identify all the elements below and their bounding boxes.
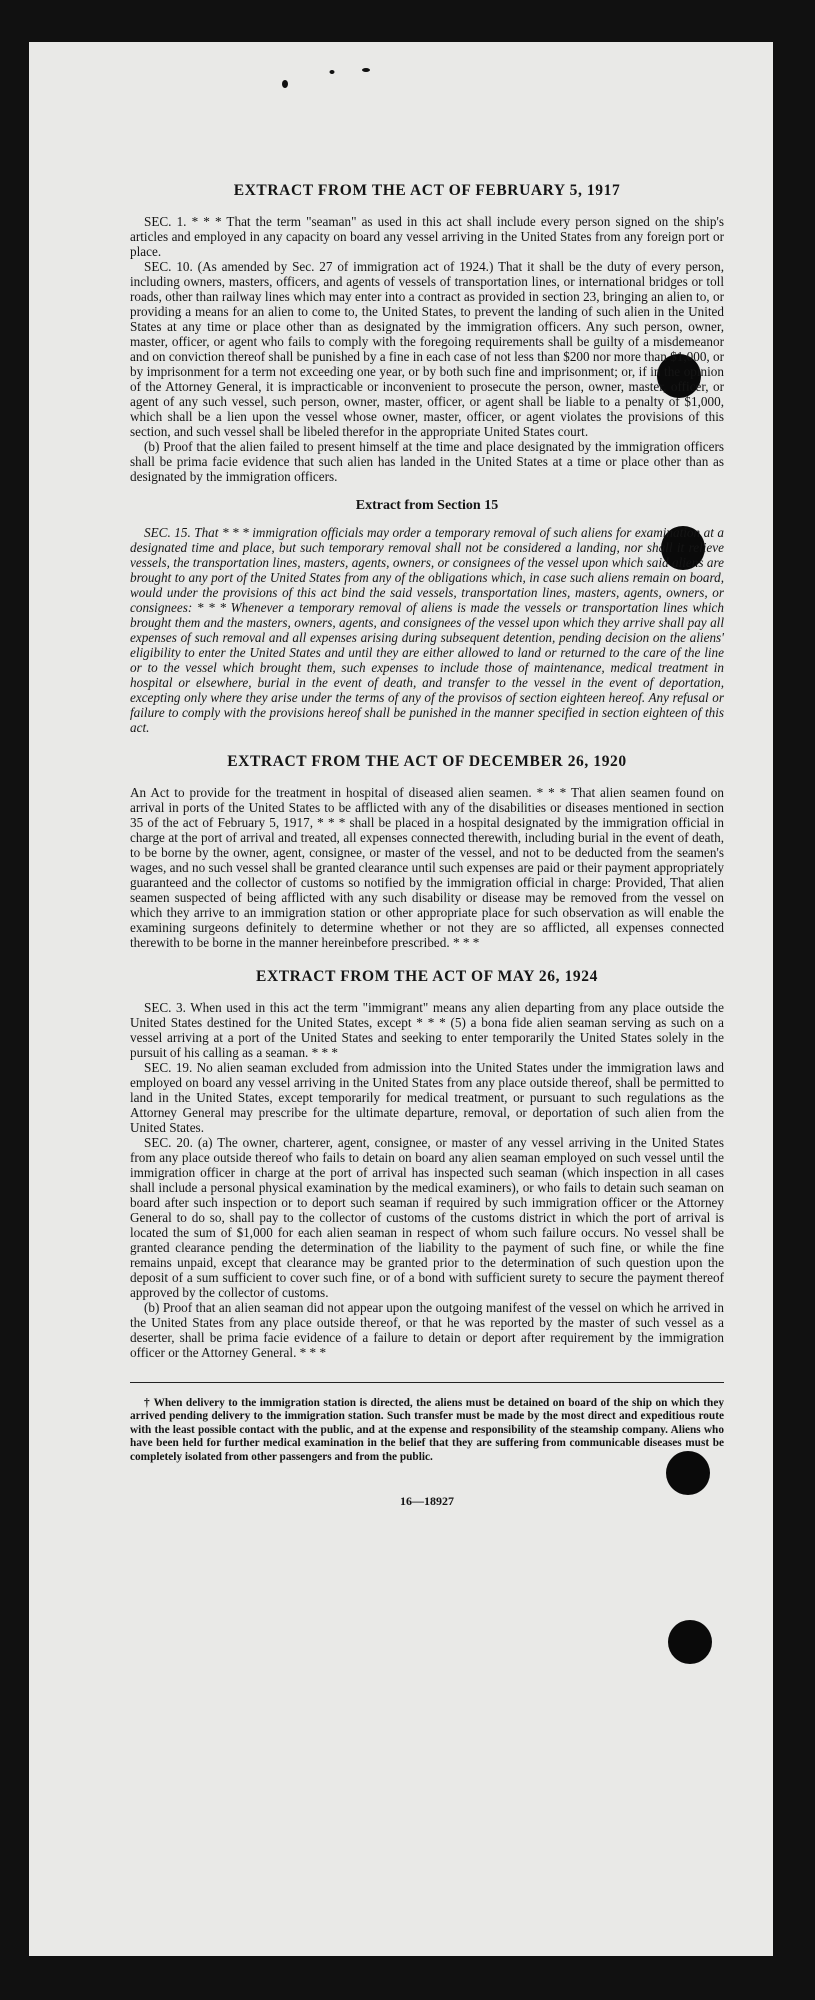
heading-section-15: Extract from Section 15 — [355, 498, 499, 513]
paragraph-sec-1: SEC. 1. * * * That the term "seaman" as used in this act shall include every person signed on the ship's articles and employed in any capacity on board any vessel arriving in the United States from any foreign port or place. — [130, 214, 724, 259]
footnote: † When delivery to the immigration station is directed, the aliens must be detained on board of the ship on which they arrived pending delivery to the immigration station. Such transfer must be made by the most direct and expeditious route with the least possible contact with the public, and at the expense and responsibility of the steamship company. Aliens who have been held for further medical examination in the belief that they are suffering from communicable diseases must be completely isolated from other passengers and from the public. — [130, 1397, 724, 1463]
paragraph-proof: (b) Proof that the alien failed to present himself at the time and place designated by the immigration officers shall be prima facie evidence that such alien has landed in the United States at a time or place other than as designated by the immigration officers. — [130, 439, 724, 484]
document-page — [29, 42, 773, 1956]
document-content — [130, 182, 724, 1509]
punch-hole — [668, 1620, 712, 1664]
paragraph-sec-15: SEC. 15. That * * * immigration officials may order a temporary removal of such aliens for examination at a designated time and place, but such temporary removal shall not be considered a landing, nor shall it relieve vessels, the transportation lines, masters, agents, owners, or consignees of the vessel upon which said aliens are brought to any port of the United States from any of the obligations which, in case such aliens remain on board, would under the provisions of this act bind the said vessels, transportation lines, masters, agents, owners, or consignees: * * * Whenever a temporary removal of aliens is made the vessels or transportation lines which brought them and the masters, owners, agents, and consignees of the vessel upon which they arrive shall pay all expenses of such removal and all expenses arising during subsequent detention, pending decision on the aliens' eligibility to enter the United States and until they are either allowed to land or returned to the care of the line or to the vessel which brought them, such expenses to include those of maintenance, medical treatment in hospital or elsewhere, burial in the event of death, and transfer to the vessel in the event of deportation, excepting only where they arise under the terms of any of the provisos of section eighteen hereof. Any refusal or failure to comply with the provisions hereof shall be punished in the manner specified in section eighteen of this act. — [130, 525, 724, 735]
heading-act-1920: EXTRACT FROM THE ACT OF DECEMBER 26, 1920 — [227, 753, 627, 770]
paragraph-sec-3: SEC. 3. When used in this act the term "immigrant" means any alien departing from any place outside the United States destined for the United States, except * * * (5) a bona fide alien seaman serving as such on a vessel arriving at a port of the United States and seeking to enter temporarily the United States solely in the pursuit of his calling as a seaman. * * * — [130, 1000, 724, 1060]
paragraph-act-1920: An Act to provide for the treatment in hospital of diseased alien seamen. * * * That alien seamen found on arrival in ports of the United States to be afflicted with any of the disabilities or diseases mentioned in section 35 of the act of February 5, 1917, * * * shall be placed in a hospital designated by the immigration official in charge at the port of arrival and treated, all expenses connected therewith, including burial in the event of death, to be borne by the owner, agent, consignee, or master of the vessel, and not to be deducted from the seamen's wages, and no such vessel shall be granted clearance until such expenses are paid or their payment appropriately guaranteed and the collector of customs so notified by the immigration official in charge: Provided, That alien seamen suspected of being afflicted with any such disability or disease may be removed from the vessel on which they arrive to an immigration station or other appropriate place for such observation as will enable the examining surgeons definitely to determine whether or not they are so afflicted, all expenses connected therewith to be borne in the manner hereinbefore prescribed. * * * — [130, 785, 724, 950]
footnote-divider — [130, 1382, 724, 1383]
paragraph-sec-20: SEC. 20. (a) The owner, charterer, agent, consignee, or master of any vessel arriving in the United States from any place outside thereof who fails to detain on board any alien seaman employed on such vessel until the immigration officer in charge at the port of arrival has inspected such seaman (which inspection in all cases shall include a personal physical examination by the medical examiners), or who fails to detain such seaman on board after such inspection or to deport such seaman if required by such immigration officer or the Attorney General to do so, shall pay to the collector of customs of the customs district in which the port of arrival is located the sum of $1,000 for each alien seaman in respect of whom such failure occurs. No vessel shall be granted clearance pending the determination of the liability to the payment of such fine, or while the fine remains unpaid, except that clearance may be granted prior to the determination of such question upon the deposit of a sum sufficient to cover such fine, or of a bond with sufficient surety to secure the payment thereof approved by the collector of customs. — [130, 1135, 724, 1300]
heading-act-1917: EXTRACT FROM THE ACT OF FEBRUARY 5, 1917 — [233, 182, 621, 199]
page-number: 16—18927 — [400, 1494, 454, 1509]
paragraph-sec-10: SEC. 10. (As amended by Sec. 27 of immigration act of 1924.) That it shall be the duty of every person, including owners, masters, officers, and agents of vessels of transportation lines, or international bridges or toll roads, other than railway lines which may enter into a contract as provided in section 23, bringing an alien to, or providing a means for an alien to come to, the United States, to prevent the landing of such alien in the United States at any time or place other than as designated by the immigration officers. Any such person, owner, master, officer, or agent who fails to comply with the foregoing requirements shall be guilty of a misdemeanor and on conviction thereof shall be punished by a fine in each case of not less than $200 nor more than $1,000, or by imprisonment for a term not exceeding one year, or by both such fine and imprisonment; or, if in the opinion of the Attorney General, it is impracticable or inconvenient to prosecute the person, owner, master, officer, or agent of any such vessel, such person, owner, master, officer, or agent shall be liable to a penalty of $1,000, which shall be a lien upon the vessel whose owner, master, officer, or agent violates the provisions of this section, and such vessel shall be libeled therefor in the appropriate United States court. — [130, 259, 725, 439]
paragraph-sec-20-b: (b) Proof that an alien seaman did not appear upon the outgoing manifest of the vessel on which he arrived in the United States from any place outside thereof, or that he was reported by the master of such vessel as a deserter, shall be prima facie evidence of a failure to detain or deport after requirement by the immigration officer or the Attorney General. * * * — [130, 1300, 724, 1360]
heading-act-1924: EXTRACT FROM THE ACT OF MAY 26, 1924 — [256, 968, 598, 985]
paragraph-sec-19: SEC. 19. No alien seaman excluded from admission into the United States under the immigration laws and employed on board any vessel arriving in the United States from any place outside thereof, shall be permitted to land in the United States, except temporarily for medical treatment, or pursuant to such regulations as the Attorney General may prescribe for the ultimate departure, removal, or deportation of such alien from the United States. — [130, 1060, 724, 1135]
